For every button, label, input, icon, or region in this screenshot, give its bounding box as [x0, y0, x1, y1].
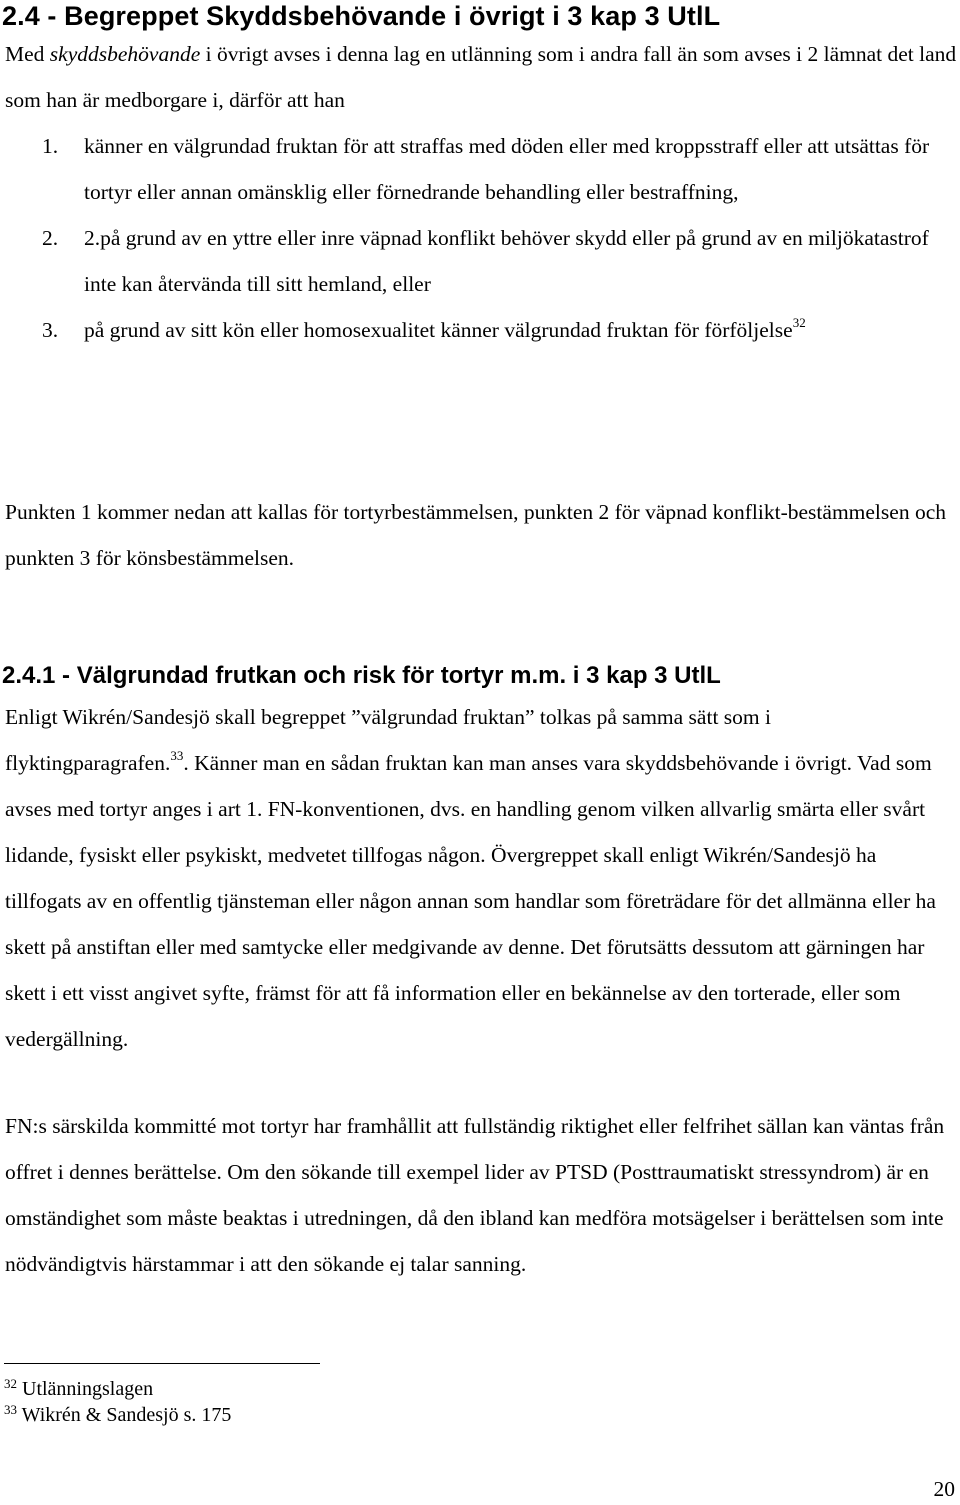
- body-paragraph: [5, 694, 957, 1062]
- intro-term: skyddsbehövande: [49, 42, 201, 66]
- list-item-number: 3.: [42, 318, 59, 342]
- footnote: [4, 1376, 231, 1402]
- list-item: [0, 307, 952, 353]
- footnotes: [4, 1376, 231, 1428]
- footnote-number: 32: [4, 1376, 17, 1391]
- footnote-divider: [4, 1363, 320, 1364]
- footnote-text: Wikrén & Sandesjö s. 175: [21, 1404, 232, 1426]
- footnote-text: Utlänningslagen: [22, 1378, 154, 1400]
- list-item: [0, 123, 952, 215]
- subsection-heading: 2.4.1 - Välgrundad frutkan och risk för tortyr m.m. i 3 kap 3 UtlL: [2, 662, 721, 689]
- footnote-ref-33: 33: [170, 748, 184, 763]
- list-item-text: 2.på grund av en yttre eller inre väpnad konflikt behöver skydd eller på grund av en miljökatastrof inte kan återvända till sitt hemland, eller: [84, 226, 929, 296]
- footnote-ref-32: 32: [792, 315, 806, 330]
- intro-rest: i övrigt avses i denna lag en utlänning som i andra fall än som avses i 2 lämnat det land som han är medborgare i, därför att han: [5, 42, 957, 112]
- intro-paragraph: [5, 31, 957, 123]
- footnote-number: 33: [4, 1402, 17, 1417]
- summary-paragraph: Punkten 1 kommer nedan att kallas för tortyrbestämmelsen, punkten 2 för väpnad konflikt-bestämmelsen och punkten 3 för könsbestämmelsen.: [5, 500, 946, 570]
- footnote: [4, 1402, 231, 1428]
- page-number: 20: [933, 1477, 955, 1501]
- list-item: [0, 215, 952, 307]
- section-heading: 2.4 - Begreppet Skyddsbehövande i övrigt i 3 kap 3 UtlL: [2, 1, 721, 31]
- intro-prefix: Med: [5, 42, 50, 66]
- committee-paragraph: FN:s särskilda kommitté mot tortyr har framhållit att fullständig riktighet eller felfrihet sällan kan väntas från offret i dennes berättelse. Om den sökande till exempel lider av PTSD (Posttraumatiskt stressyndrom) är en omständighet som måste beaktas i utredningen, då den ibland kan medföra motsägelser i berättelsen som inte nödvändigtvis härstammar i att den sökande ej talar sanning.: [5, 1114, 945, 1276]
- list-item-text: känner en välgrundad fruktan för att straffas med döden eller med kroppsstraff eller att utsättas för tortyr eller annan omänsklig eller förnedrande behandling eller bestraffning,: [84, 134, 930, 204]
- list-item-number: 2.: [42, 226, 59, 250]
- body-part2: . Känner man en sådan fruktan kan man anses vara skyddsbehövande i övrigt. Vad som avses med tortyr anges i art 1. FN-konventionen, dvs. en handling genom vilken allvarlig smärta eller svårt lidande, fysiskt eller psykiskt, medvetet tillfogas någon. Övergreppet skall enligt Wikrén/Sandesjö ha tillfogats av en offentlig tjänsteman eller någon annan som handlar som företrädare för det allmänna eller ha skett på anstiftan eller med samtycke eller medgivande av denne. Det förutsätts dessutom att gärningen har skett i ett visst angivet syfte, främst för att få information eller en bekännelse av den torterade, eller som vedergällning.: [5, 751, 936, 1051]
- list-item-number: 1.: [42, 134, 59, 158]
- body-part1: Enligt Wikrén/Sandesjö skall begreppet ”välgrundad fruktan” tolkas på samma sätt som i flyktingparagrafen.: [5, 705, 771, 775]
- criteria-list: [0, 123, 952, 353]
- list-item-text: på grund av sitt kön eller homosexualitet känner välgrundad fruktan för förföljelse: [84, 318, 793, 342]
